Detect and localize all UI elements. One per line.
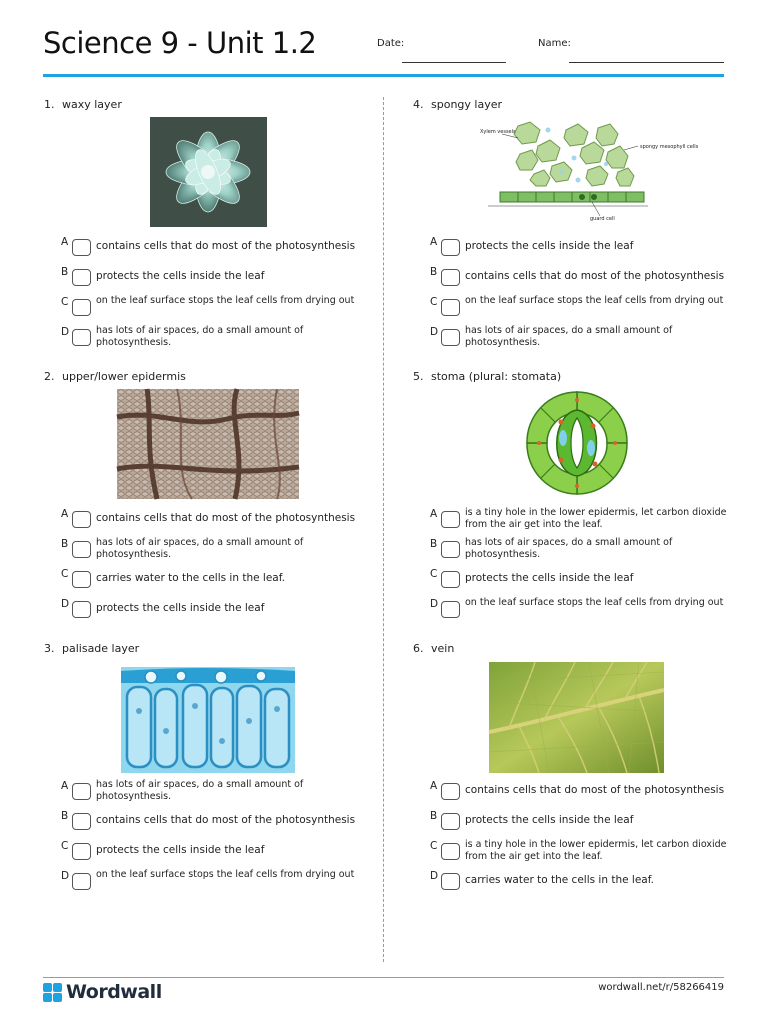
question-number: 5. <box>413 370 424 383</box>
answer-checkbox[interactable] <box>72 541 91 558</box>
option-text: on the leaf surface stops the leaf cells from drying out <box>96 295 355 306</box>
option-text: has lots of air spaces, do a small amount of photosynthesis. <box>465 537 673 560</box>
option-d <box>61 870 361 894</box>
answer-checkbox[interactable] <box>72 783 91 800</box>
question-term: upper/lower epidermis <box>62 370 186 383</box>
option-letter: A <box>61 236 69 248</box>
option-text: is a tiny hole in the lower epidermis, let carbon dioxide from the air get into the leaf. <box>465 507 727 530</box>
option-a <box>430 508 730 532</box>
option-c <box>61 840 361 864</box>
option-b <box>61 810 361 834</box>
question-number: 1. <box>44 98 55 111</box>
option-text: has lots of air spaces, do a small amount of photosynthesis. <box>96 537 304 560</box>
option-text: protects the cells inside the leaf <box>465 572 634 584</box>
option-c <box>61 568 361 592</box>
option-text: protects the cells inside the leaf <box>96 270 265 282</box>
question-title <box>413 642 454 655</box>
answer-checkbox[interactable] <box>72 239 91 256</box>
option-text: contains cells that do most of the photosynthesis <box>96 814 356 826</box>
palisade-micrograph-icon <box>121 661 295 773</box>
answer-checkbox[interactable] <box>72 873 91 890</box>
option-letter: D <box>430 598 439 610</box>
option-text: on the leaf surface stops the leaf cells from drying out <box>96 869 355 880</box>
option-text: is a tiny hole in the lower epidermis, let carbon dioxide from the air get into the leaf. <box>465 839 727 862</box>
option-text: contains cells that do most of the photosynthesis <box>96 512 356 524</box>
question-title <box>44 98 122 111</box>
option-text: on the leaf surface stops the leaf cells from drying out <box>465 597 724 608</box>
question-term: spongy layer <box>431 98 503 111</box>
answer-checkbox[interactable] <box>72 601 91 618</box>
question-title <box>413 370 561 383</box>
option-text: contains cells that do most of the photosynthesis <box>465 784 725 796</box>
answer-checkbox[interactable] <box>441 269 460 286</box>
answer-checkbox[interactable] <box>441 239 460 256</box>
option-a <box>430 236 730 260</box>
question-term: waxy layer <box>62 98 122 111</box>
option-letter: B <box>61 266 69 278</box>
question-number: 4. <box>413 98 424 111</box>
question-title <box>44 642 139 655</box>
option-b <box>61 266 361 290</box>
option-text: protects the cells inside the leaf <box>465 814 634 826</box>
option-letter: A <box>430 780 438 792</box>
option-c <box>430 840 730 864</box>
option-a <box>61 236 361 260</box>
option-letter: C <box>61 568 69 580</box>
question-number: 2. <box>44 370 55 383</box>
answer-checkbox[interactable] <box>441 511 460 528</box>
brand-name: Wordwall <box>66 981 162 1003</box>
page-title: Science 9 - Unit 1.2 <box>43 26 317 60</box>
footer-url[interactable]: wordwall.net/r/58266419 <box>598 982 724 993</box>
answer-checkbox[interactable] <box>441 541 460 558</box>
option-b <box>430 266 730 290</box>
column-divider <box>383 97 384 962</box>
answer-checkbox[interactable] <box>441 783 460 800</box>
option-text: protects the cells inside the leaf <box>96 844 265 856</box>
option-letter: B <box>430 538 438 550</box>
question-term: stoma (plural: stomata) <box>431 370 562 383</box>
option-letter: D <box>61 870 70 882</box>
option-a <box>430 780 730 804</box>
question-title <box>413 98 502 111</box>
option-letter: C <box>61 296 69 308</box>
option-d <box>61 326 361 350</box>
option-d <box>430 326 730 350</box>
spongy-label: spongy mesophyll cells <box>640 144 699 150</box>
option-letter: A <box>61 508 69 520</box>
option-b <box>430 538 730 562</box>
option-text: has lots of air spaces, do a small amount of photosynthesis. <box>465 325 673 348</box>
stoma-diagram-icon <box>521 388 633 498</box>
leaf-vein-photo-icon <box>489 662 664 773</box>
option-letter: C <box>430 840 438 852</box>
wordwall-logo-icon <box>43 983 62 1002</box>
answer-checkbox[interactable] <box>441 329 460 346</box>
guard-cell-label: guard cell <box>590 216 615 222</box>
question-term: palisade layer <box>62 642 140 655</box>
option-c <box>430 296 730 320</box>
option-a <box>61 780 361 804</box>
option-d <box>430 870 730 894</box>
option-letter: A <box>61 780 69 792</box>
answer-checkbox[interactable] <box>441 873 460 890</box>
answer-checkbox[interactable] <box>441 571 460 588</box>
option-text: contains cells that do most of the photosynthesis <box>465 270 725 282</box>
option-letter: C <box>61 840 69 852</box>
answer-checkbox[interactable] <box>441 843 460 860</box>
option-letter: D <box>430 870 439 882</box>
answer-checkbox[interactable] <box>72 299 91 316</box>
succulent-photo-icon <box>150 117 267 227</box>
option-letter: C <box>430 296 438 308</box>
answer-checkbox[interactable] <box>72 329 91 346</box>
name-label: Name: <box>538 38 571 49</box>
answer-checkbox[interactable] <box>441 813 460 830</box>
question-number: 6. <box>413 642 424 655</box>
answer-checkbox[interactable] <box>72 511 91 528</box>
option-c <box>430 568 730 592</box>
name-field[interactable] <box>569 62 724 63</box>
answer-checkbox[interactable] <box>72 269 91 286</box>
spongy-layer-diagram-icon <box>478 120 699 224</box>
answer-checkbox[interactable] <box>72 843 91 860</box>
footer-rule <box>43 977 724 978</box>
option-d <box>61 598 361 622</box>
answer-checkbox[interactable] <box>441 601 460 618</box>
option-d <box>430 598 730 622</box>
option-text: carries water to the cells in the leaf. <box>96 572 285 584</box>
option-letter: B <box>430 810 438 822</box>
option-letter: D <box>430 326 439 338</box>
option-text: on the leaf surface stops the leaf cells from drying out <box>465 295 724 306</box>
wordwall-logo <box>43 982 162 1002</box>
date-field[interactable] <box>402 62 506 63</box>
question-title <box>44 370 186 383</box>
option-text: protects the cells inside the leaf <box>465 240 634 252</box>
option-b <box>430 810 730 834</box>
option-letter: D <box>61 326 70 338</box>
answer-checkbox[interactable] <box>72 571 91 588</box>
option-b <box>61 538 361 562</box>
option-a <box>61 508 361 532</box>
question-number: 3. <box>44 642 55 655</box>
question-term: vein <box>431 642 455 655</box>
option-letter: B <box>61 810 69 822</box>
option-letter: B <box>61 538 69 550</box>
option-text: contains cells that do most of the photosynthesis <box>96 240 356 252</box>
epidermis-micrograph-icon <box>117 389 299 499</box>
option-c <box>61 296 361 320</box>
option-text: protects the cells inside the leaf <box>96 602 265 614</box>
answer-checkbox[interactable] <box>72 813 91 830</box>
answer-checkbox[interactable] <box>441 299 460 316</box>
date-label: Date: <box>377 38 405 49</box>
option-letter: D <box>61 598 70 610</box>
option-text: carries water to the cells in the leaf. <box>465 874 654 886</box>
option-letter: B <box>430 266 438 278</box>
option-text: has lots of air spaces, do a small amount of photosynthesis. <box>96 325 304 348</box>
xylem-label: Xylem vessels <box>480 129 516 135</box>
option-letter: C <box>430 568 438 580</box>
option-letter: A <box>430 236 438 248</box>
header-rule <box>43 74 724 77</box>
option-letter: A <box>430 508 438 520</box>
option-text: has lots of air spaces, do a small amount of photosynthesis. <box>96 779 304 802</box>
